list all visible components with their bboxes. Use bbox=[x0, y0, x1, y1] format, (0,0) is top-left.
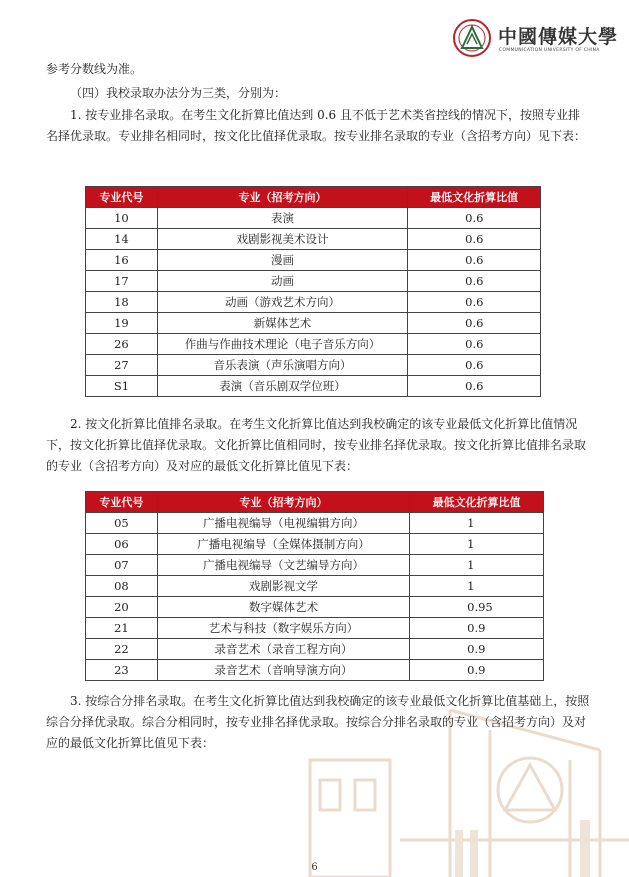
table-row bbox=[86, 292, 541, 313]
cell-ratio: 0.6 bbox=[408, 334, 541, 355]
cell-major: 广播电视编导（电视编辑方向） bbox=[157, 513, 409, 534]
table-row bbox=[86, 660, 544, 681]
paragraph-method-1: 1. 按专业排名录取。在考生文化折算比值达到 0.6 且不低于艺术类省控线的情况下，按照专业排名择优录取。专业排名相同时，按文化比值择优录取。按专业排名录取的专业（含招考方向）见下表： bbox=[46, 108, 587, 143]
paragraph-continuation: 参考分数线为准。 bbox=[46, 62, 143, 76]
cell-ratio: 1 bbox=[410, 513, 544, 534]
cell-major: 录音艺术（音响导演方向） bbox=[157, 660, 409, 681]
cell-code: 17 bbox=[86, 271, 158, 292]
cell-major: 戏剧影视美术设计 bbox=[157, 229, 407, 250]
table-row bbox=[86, 376, 541, 397]
cell-ratio: 0.6 bbox=[408, 313, 541, 334]
table-row bbox=[86, 597, 544, 618]
table-row bbox=[86, 576, 544, 597]
cell-ratio: 0.6 bbox=[408, 250, 541, 271]
column-header-code: 专业代号 bbox=[86, 187, 158, 208]
cell-code: 23 bbox=[86, 660, 158, 681]
cell-major: 作曲与作曲技术理论（电子音乐方向） bbox=[157, 334, 407, 355]
cell-major: 动画（游戏艺术方向） bbox=[157, 292, 407, 313]
cell-major: 广播电视编导（全媒体摄制方向） bbox=[157, 534, 409, 555]
table-row bbox=[86, 271, 541, 292]
cell-major: 录音艺术（录音工程方向） bbox=[157, 639, 409, 660]
table-row bbox=[86, 618, 544, 639]
cell-code: 20 bbox=[86, 597, 158, 618]
cell-major: 漫画 bbox=[157, 250, 407, 271]
column-header-ratio: 最低文化折算比值 bbox=[408, 187, 541, 208]
table-row bbox=[86, 355, 541, 376]
cell-code: 16 bbox=[86, 250, 158, 271]
cell-code: 27 bbox=[86, 355, 158, 376]
cell-ratio: 0.6 bbox=[408, 355, 541, 376]
cell-ratio: 0.6 bbox=[408, 376, 541, 397]
cell-ratio: 0.6 bbox=[408, 229, 541, 250]
cell-ratio: 0.9 bbox=[410, 618, 544, 639]
page-number: 6 bbox=[311, 862, 318, 873]
table-row bbox=[86, 313, 541, 334]
cell-ratio: 0.95 bbox=[410, 597, 544, 618]
paragraph-method-3: 3. 按综合分排名录取。在考生文化折算比值达到我校确定的该专业最低文化折算比值基础上，按照综合分择优录取。综合分相同时，按专业排名择优录取。按综合分排名录取的专业（含招考方向）及对应的最低文化折算比值见下表： bbox=[46, 694, 590, 750]
cell-major: 新媒体艺术 bbox=[157, 313, 407, 334]
cell-major: 戏剧影视文学 bbox=[157, 576, 409, 597]
cell-code: 18 bbox=[86, 292, 158, 313]
cell-code: 05 bbox=[86, 513, 158, 534]
table-row bbox=[86, 208, 541, 229]
table-row bbox=[86, 250, 541, 271]
cell-code: 07 bbox=[86, 555, 158, 576]
table-row bbox=[86, 534, 544, 555]
table-culture-ratio-ranking bbox=[85, 491, 544, 681]
university-seal-icon bbox=[452, 18, 492, 58]
cell-code: 10 bbox=[86, 208, 158, 229]
table-row bbox=[86, 513, 544, 534]
cell-major: 数字媒体艺术 bbox=[157, 597, 409, 618]
column-header-ratio: 最低文化折算比值 bbox=[410, 492, 544, 513]
cell-code: S1 bbox=[86, 376, 158, 397]
column-header-major: 专业（招考方向） bbox=[157, 187, 407, 208]
table-row bbox=[86, 334, 541, 355]
column-header-code: 专业代号 bbox=[86, 492, 158, 513]
table-row bbox=[86, 229, 541, 250]
university-name-english: COMMUNICATION UNIVERSITY OF CHINA bbox=[499, 48, 600, 53]
university-logo bbox=[452, 18, 619, 58]
cell-major: 音乐表演（声乐演唱方向） bbox=[157, 355, 407, 376]
table-header-row bbox=[86, 492, 544, 513]
cell-code: 08 bbox=[86, 576, 158, 597]
cell-code: 06 bbox=[86, 534, 158, 555]
cell-major: 动画 bbox=[157, 271, 407, 292]
table-header-row bbox=[86, 187, 541, 208]
cell-code: 19 bbox=[86, 313, 158, 334]
cell-code: 14 bbox=[86, 229, 158, 250]
table-professional-ranking bbox=[85, 186, 541, 397]
cell-ratio: 1 bbox=[410, 576, 544, 597]
table-row bbox=[86, 555, 544, 576]
university-name: 中國傳媒大學 bbox=[498, 26, 619, 48]
cell-ratio: 0.6 bbox=[408, 208, 541, 229]
cell-code: 26 bbox=[86, 334, 158, 355]
cell-ratio: 1 bbox=[410, 555, 544, 576]
cell-ratio: 0.6 bbox=[408, 292, 541, 313]
cell-ratio: 1 bbox=[410, 534, 544, 555]
cell-major: 广播电视编导（文艺编导方向） bbox=[157, 555, 409, 576]
cell-ratio: 0.9 bbox=[410, 660, 544, 681]
column-header-major: 专业（招考方向） bbox=[157, 492, 409, 513]
cell-code: 22 bbox=[86, 639, 158, 660]
cell-code: 21 bbox=[86, 618, 158, 639]
cell-major: 表演（音乐剧双学位班） bbox=[157, 376, 407, 397]
cell-major: 艺术与科技（数字娱乐方向） bbox=[157, 618, 409, 639]
table-row bbox=[86, 639, 544, 660]
cell-ratio: 0.6 bbox=[408, 271, 541, 292]
cell-ratio: 0.9 bbox=[410, 639, 544, 660]
cell-major: 表演 bbox=[157, 208, 407, 229]
paragraph-admission-methods: （四）我校录取办法分为三类，分别为： bbox=[70, 86, 287, 100]
paragraph-method-2: 2. 按文化折算比值排名录取。在考生文化折算比值达到我校确定的该专业最低文化折算比值情况下，按文化折算比值择优录取。文化折算比值相同时，按专业排名择优录取。按文化折算比值排名录取的专业（含招考方向）及对应的最低文化折算比值见下表： bbox=[46, 417, 587, 473]
